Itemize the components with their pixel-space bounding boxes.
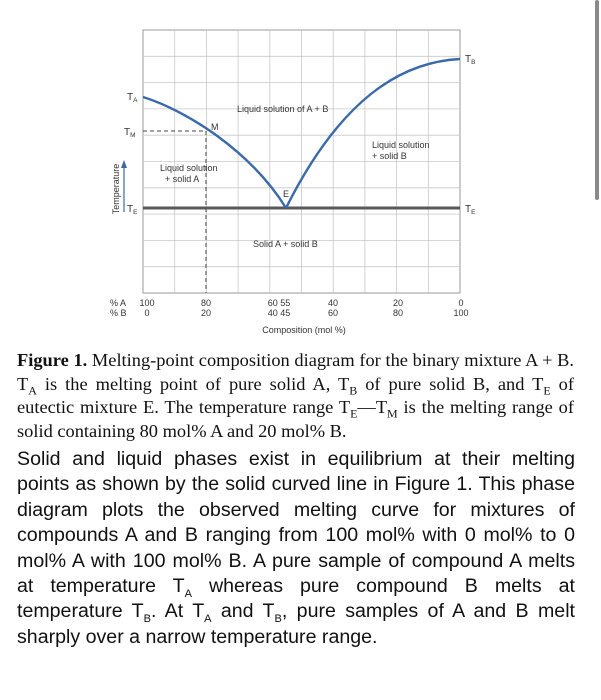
body-paragraph: Solid and liquid phases exist in equilibrium at their melting points as shown by the solid curved line in Figure 1. This phase diagram plots the observed melting curve for mixtures of compounds A and B ranging from 100 mol% with 0 mol% to 0 mol% A with 100 mol% B. A pure sample of compound A melts at temperature $T_A$ whereas pure compound B melts at temperature $T_B$. At $T_A$ and $T_B$, pure samples of A and B melt sharply over a narrow temperature range.: [17, 448, 575, 648]
x-tick-a: 20: [392, 298, 404, 308]
x-tick-a: 0: [458, 298, 464, 308]
x-row-title-b: % B: [110, 308, 127, 318]
scrollbar[interactable]: [595, 0, 599, 200]
x-tick-b: 20: [200, 308, 212, 318]
x-tick-b: 40 45: [267, 308, 291, 318]
region-label-solid-ab: Solid A + solid B: [253, 239, 318, 249]
region-label-liquid-solid-b-line2: + solid B: [372, 151, 407, 161]
y-axis-arrowhead: [121, 160, 127, 168]
label-te-left: $T_E$: [127, 204, 138, 216]
figure-number: Figure 1.: [17, 350, 88, 370]
point-label-e: E: [283, 189, 290, 199]
x-tick-b: 80: [392, 308, 404, 318]
region-label-liquid-solid-b-line1: Liquid solution: [372, 140, 430, 150]
x-tick-a: 100: [139, 298, 155, 308]
x-tick-b: 0: [144, 308, 150, 318]
x-tick-b: 100: [453, 308, 469, 318]
region-label-liquid-ab: Liquid solution of A + B: [237, 104, 329, 114]
x-tick-a: 60 55: [267, 298, 291, 308]
region-label-liquid-solid-a-line2: + solid A: [165, 174, 200, 184]
x-tick-a: 80: [200, 298, 212, 308]
phase-diagram-figure: [0, 0, 601, 345]
x-tick-a: 40: [327, 298, 339, 308]
x-axis-title: Composition (mol %): [262, 325, 346, 335]
phase-diagram-svg: [0, 0, 601, 345]
region-label-liquid-solid-a-line1: Liquid solution: [160, 163, 218, 173]
y-axis-label: Temperature: [111, 163, 121, 215]
label-ta: $T_A$: [127, 92, 138, 104]
label-tb: $T_B$: [465, 54, 476, 66]
x-tick-labels: [139, 298, 468, 318]
figure-caption: Figure 1. Melting-point composition diagram for the binary mixture A + B. $T_A$ is the melting point of pure solid A, $T_B$ of pure solid B, and $T_E$ of eutectic mixture E. The temperature range $T_E—T_M$ is the melting range of solid containing 80 mol% A and 20 mol% B.: [17, 350, 575, 441]
label-tm: $T_M$: [124, 127, 136, 139]
x-tick-b: 60: [327, 308, 339, 318]
label-te-right: $T_E$: [465, 204, 476, 216]
x-row-title-a: % A: [110, 298, 127, 308]
point-label-m: M: [211, 122, 219, 132]
